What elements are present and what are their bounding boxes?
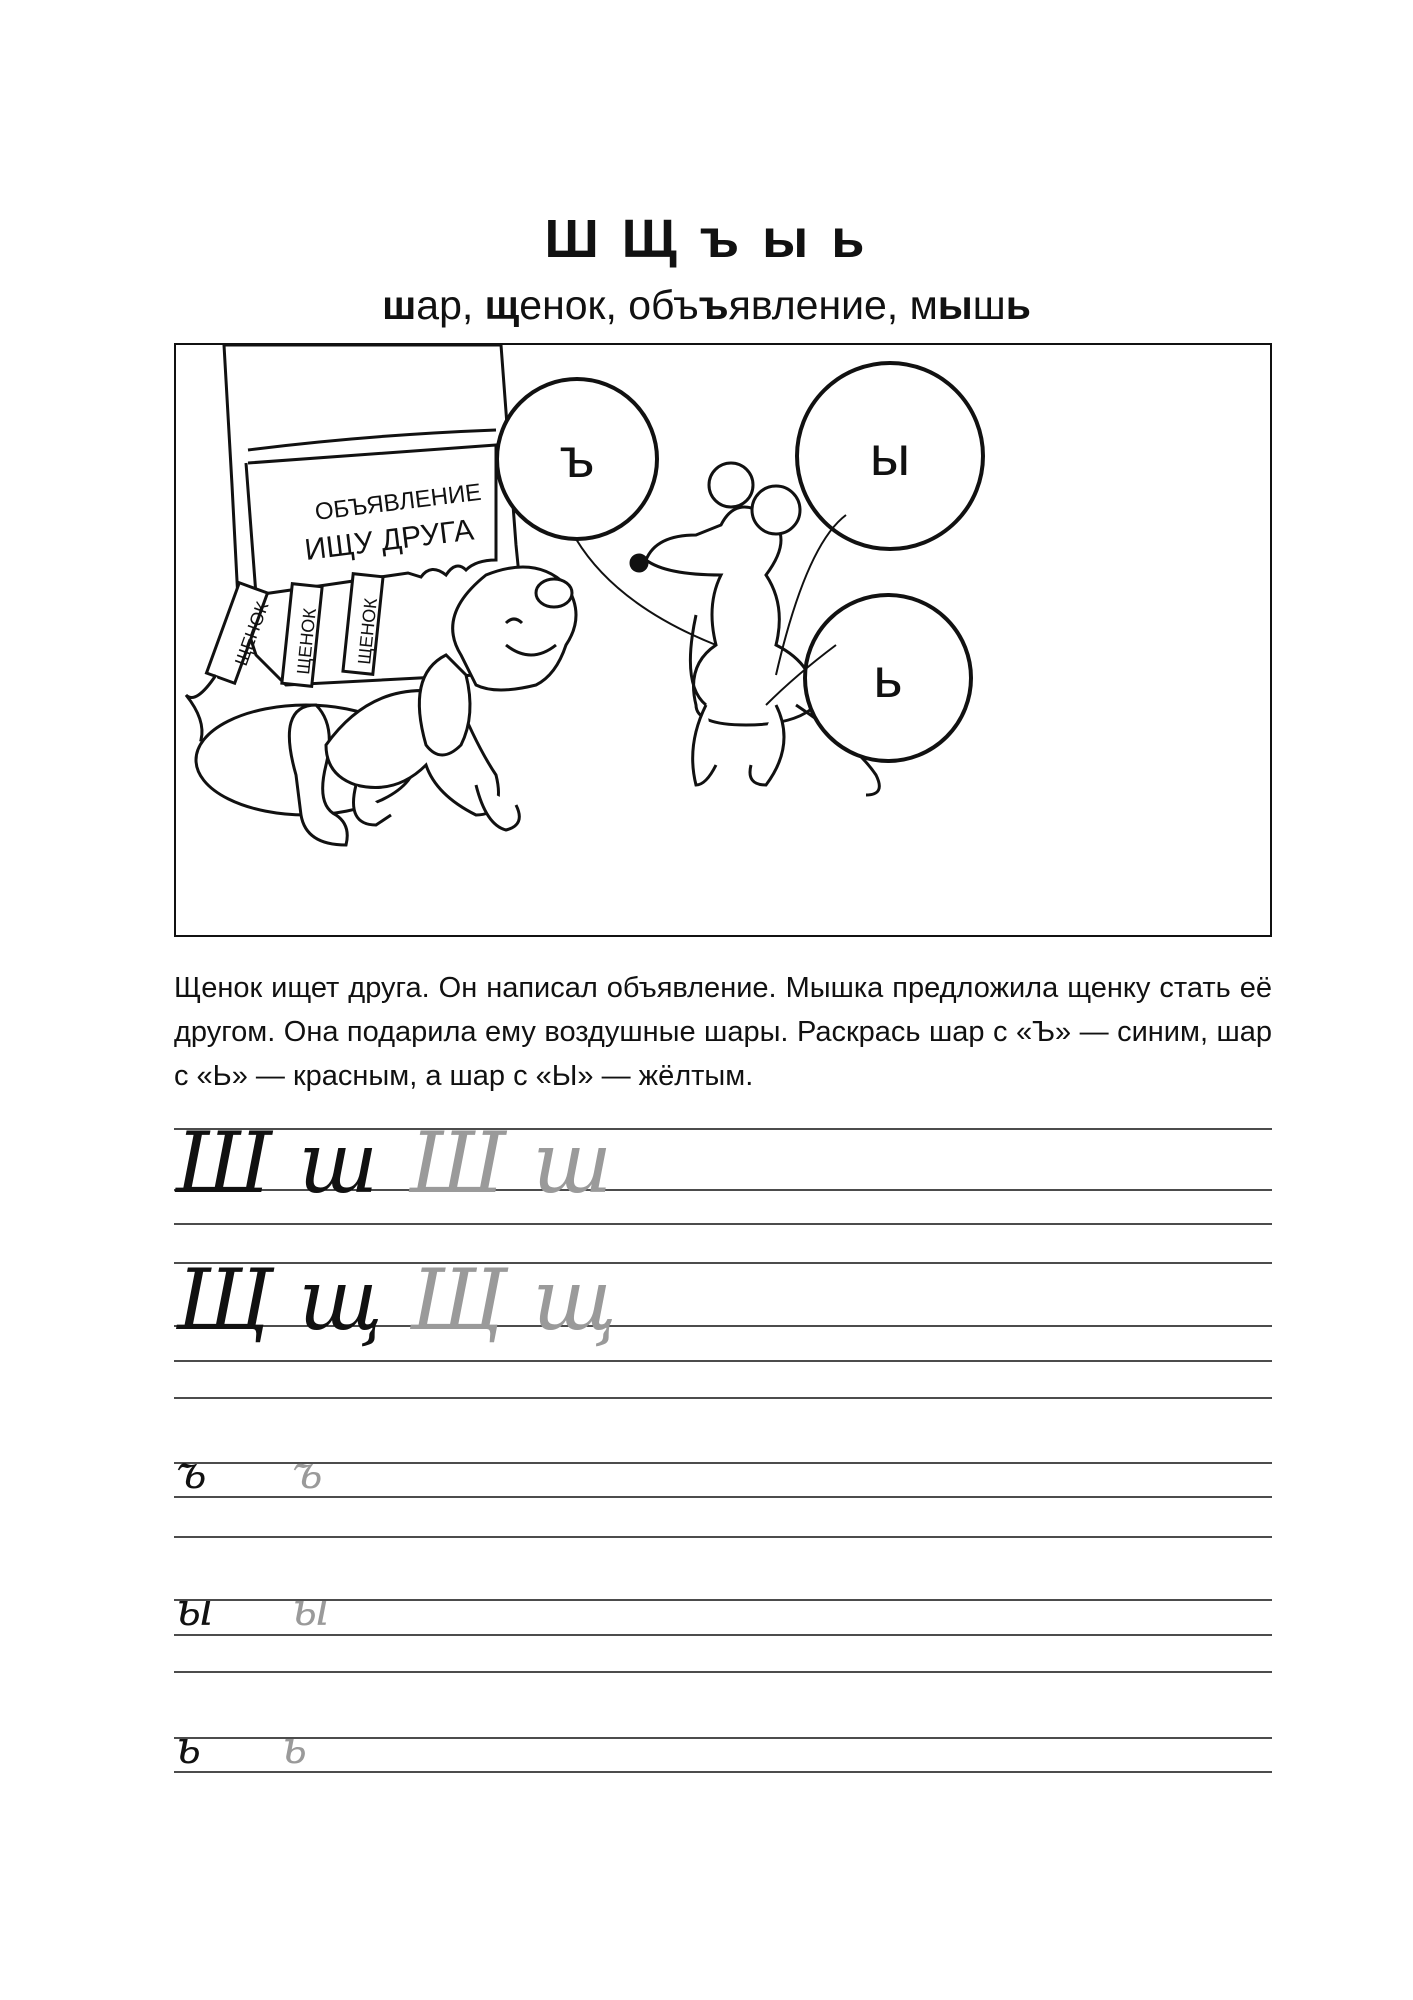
cursive-trace-5: ь xyxy=(282,1720,308,1774)
page-title: Ш Щ ъ ы ь xyxy=(544,209,869,269)
cursive-trace-1: Ш ш xyxy=(410,1114,613,1212)
subtitle-part: щ xyxy=(484,282,520,328)
subtitle-part: ш xyxy=(382,282,417,328)
instruction-sentence: Щенок ищет друга. Он написал объявление. Мышка предложила щенку стать её другом. Она подарила ему воздушные шары. Раскрась шар с «Ъ» — синим, шар с «Ь» — красным, а шар с «Ы» — жёлтым. xyxy=(174,972,1272,1092)
subtitle-part: явление, м xyxy=(728,282,938,328)
poster-heading: ОБЪЯВЛЕНИЕ xyxy=(313,478,483,526)
balloon-2-letter: ы xyxy=(869,424,911,487)
cursive-trace-3: ъ xyxy=(292,1445,323,1499)
balloon-3-letter: ь xyxy=(873,646,903,709)
cursive-trace-4: ы xyxy=(292,1582,330,1636)
cursive-sample-4: ы xyxy=(176,1582,214,1636)
subtitle-part: ь xyxy=(1005,282,1031,328)
tab-3-label: ЩЕНОК xyxy=(354,597,381,666)
cursive-sample-2: Щ щ xyxy=(176,1251,383,1349)
subtitle-part: енок, объ xyxy=(519,282,699,328)
subtitle-part: ар, xyxy=(416,282,485,328)
subtitle-part: ы xyxy=(937,282,973,328)
poster-text: ИЩУ ДРУГА xyxy=(302,513,476,567)
cursive-sample-5: ь xyxy=(176,1720,202,1774)
cursive-trace-2: Щ щ xyxy=(410,1251,617,1349)
balloon-1-letter: ъ xyxy=(559,426,595,489)
cursive-sample-1: Ш ш xyxy=(176,1114,379,1212)
tab-2-label: ЩЕНОК xyxy=(293,607,320,676)
tab-1-label: ЩЕНОК xyxy=(230,599,273,669)
cursive-sample-3: ъ xyxy=(176,1445,207,1499)
subtitle-part: ш xyxy=(972,282,1006,328)
subtitle-part: ъ xyxy=(698,282,729,328)
